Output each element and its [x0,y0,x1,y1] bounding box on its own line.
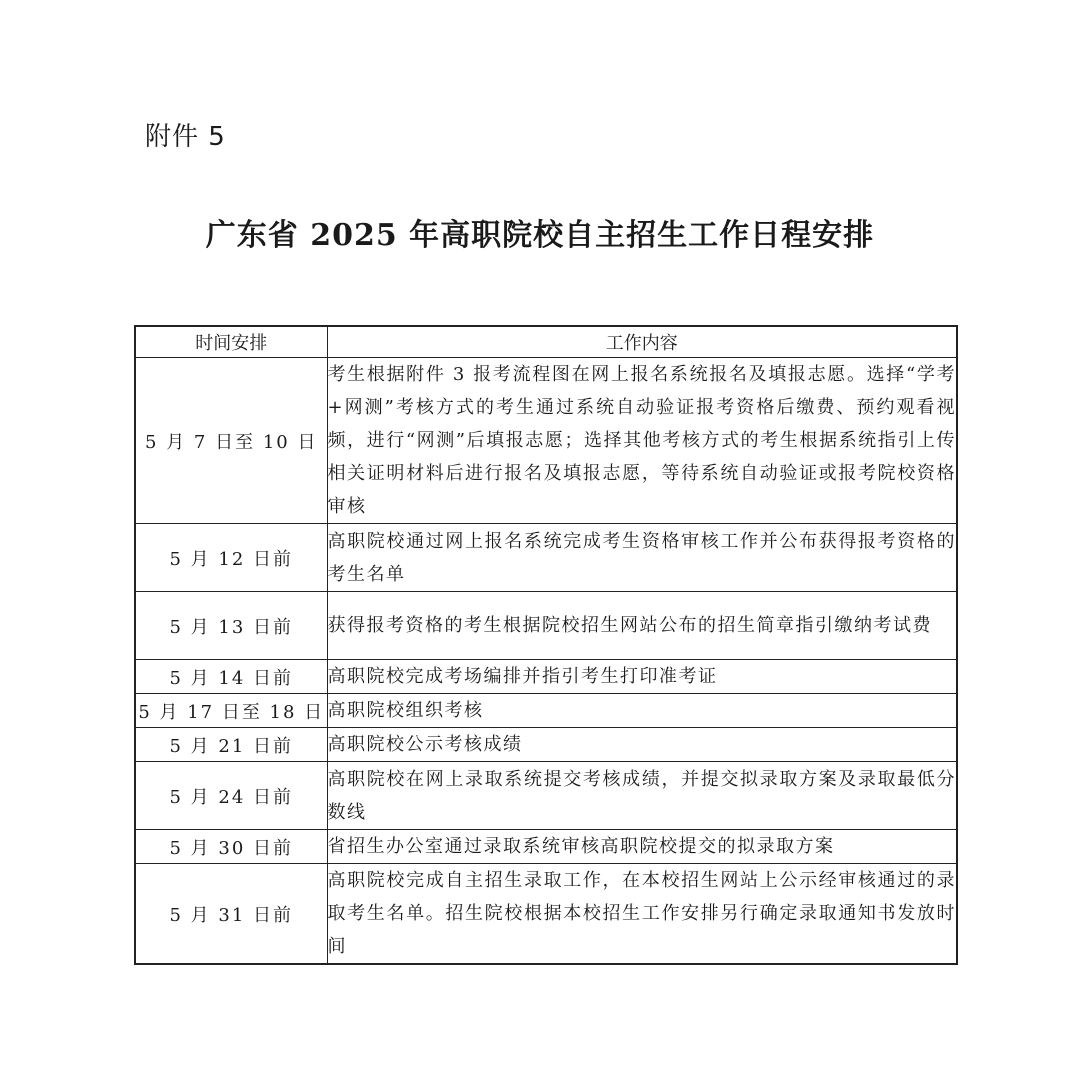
row-content: 省招生办公室通过录取系统审核高职院校提交的拟录取方案 [327,830,957,864]
row-time: 5 月 13 日前 [135,592,327,660]
row-time: 5 月 21 日前 [135,728,327,762]
attachment-label: 附件 5 [145,122,226,152]
schedule-table [134,325,958,965]
row-time: 5 月 30 日前 [135,830,327,864]
table-header-row [135,326,957,358]
table-row [135,762,957,830]
table-row [135,524,957,592]
row-time: 5 月 24 日前 [135,762,327,830]
row-time: 5 月 14 日前 [135,660,327,694]
table-row [135,864,957,965]
table-row [135,830,957,864]
table-row [135,694,957,728]
row-content: 获得报考资格的考生根据院校招生网站公布的招生简章指引缴纳考试费 [327,592,957,660]
row-content: 高职院校公示考核成绩 [327,728,957,762]
row-content: 高职院校完成考场编排并指引考生打印准考证 [327,660,957,694]
row-time: 5 月 7 日至 10 日 [135,358,327,524]
row-content: 高职院校完成自主招生录取工作，在本校招生网站上公示经审核通过的录取考生名单。招生院校根据本校招生工作安排另行确定录取通知书发放时间 [327,864,957,965]
row-content: 高职院校通过网上报名系统完成考生资格审核工作并公布获得报考资格的考生名单 [327,524,957,592]
table-row [135,728,957,762]
row-content: 高职院校在网上录取系统提交考核成绩，并提交拟录取方案及录取最低分数线 [327,762,957,830]
row-time: 5 月 17 日至 18 日 [135,694,327,728]
row-content: 高职院校组织考核 [327,694,957,728]
header-time: 时间安排 [135,326,327,358]
row-content: 考生根据附件 3 报考流程图在网上报名系统报名及填报志愿。选择“学考+网测”考核方式的考生通过系统自动验证报考资格后缴费、预约观看视频，进行“网测”后填报志愿；选择其他考核方式的考生根据系统指引上传相关证明材料后进行报名及填报志愿，等待系统自动验证或报考院校资格审核 [327,358,957,524]
table-row [135,660,957,694]
page-title: 广东省 2025 年高职院校自主招生工作日程安排 [205,218,875,253]
table-row [135,358,957,524]
row-time: 5 月 31 日前 [135,864,327,965]
header-content: 工作内容 [327,326,957,358]
row-time: 5 月 12 日前 [135,524,327,592]
table-row [135,592,957,660]
